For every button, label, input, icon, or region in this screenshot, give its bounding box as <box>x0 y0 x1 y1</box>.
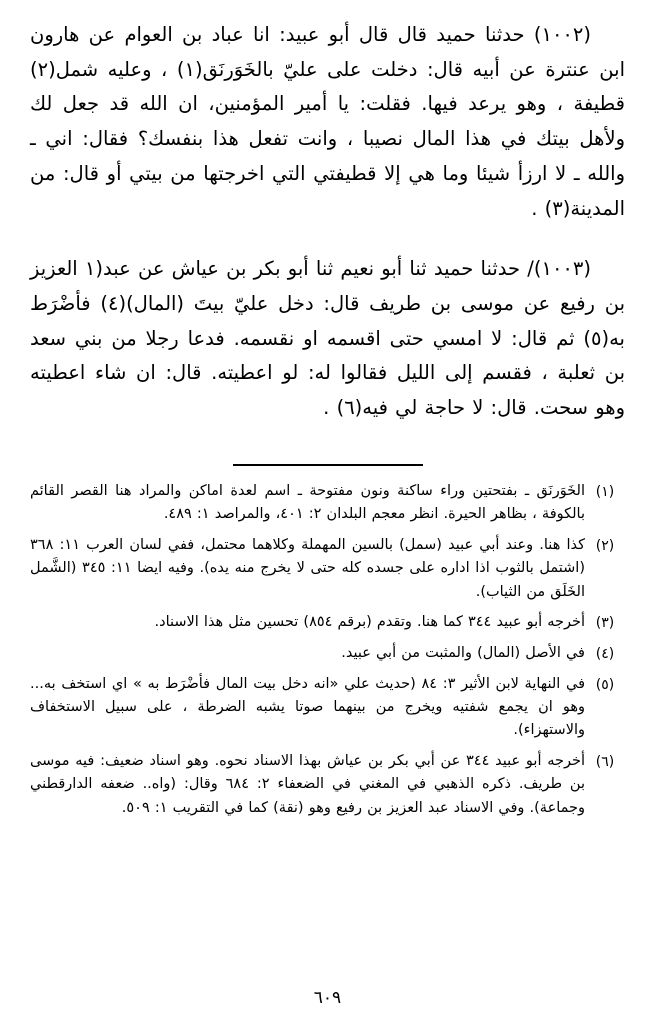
footnote-text: أخرجه أبو عبيد ٣٤٤ كما هنا. وتقدم (برقم ٨٥٤) تحسين مثل هذا الاسناد. <box>154 614 585 631</box>
footnote-marker: (٣) <box>595 615 615 632</box>
hadith-paragraph-1003: (١٠٠٣)/ حدثنا حميد ثنا أبو نعيم ثنا أبو بكر بن عياش عن عبد(١ العزيز بن رفيع عن موسى بن طريف قال: دخل عليّ بيتَ (المال)(٤) فأضْرَط به(٥) ثم قال: لا امسي حتى اقسمه او نقسمه. فدعا رجلا من بني سعد بن ثعلبة ، فقسم إلى الليل فقالوا له: لو اعطيته. قال: ان شاء اعطيته وهو سحت. قال: لا حاجة لي فيه(٦) . <box>30 257 625 420</box>
page-number: ٦٠٩ <box>313 988 342 1008</box>
footnotes-section <box>30 480 625 828</box>
horizontal-rule <box>233 464 423 466</box>
main-text-section <box>30 18 625 446</box>
footnote-text: أخرجه أبو عبيد ٣٤٤ عن أبي بكر بن عياش بهذا الاسناد نحوه. وهو اسناد ضعيف: فيه موسى بن طريف. ذكره الذهبي في المغني في الضعفاء ٢: ٦٨٤ وقال: (واه.. ضعفه الدارقطني وجماعة). وفي الاسناد عبد العزيز بن رفيع وهو (نقة) كما في التقريب ١: ٥٠٩. <box>30 752 585 816</box>
footnote-item <box>30 480 625 527</box>
footnote-item <box>30 673 625 743</box>
footnote-item <box>30 611 625 635</box>
footnote-separator <box>30 464 625 466</box>
hadith-paragraph-1002: (١٠٠٢) حدثنا حميد قال قال أبو عبيد: انا عباد بن العوام عن هارون ابن عنترة عن أبيه قال: دخلت على عليّ بالخَوَرنَق(١) ، وعليه شمل(٢) قطيفة ، وهو يرعد فيها. فقلت: يا أمير المؤمنين، ان الله قد جعل لك ولأهل بيتك في هذا المال نصيبا ، وانت تفعل هذا بنفسك؟ فقال: اني ـ والله ـ لا ارزأ شيئا وما هي إلا قطيفتي التي اخرجتها من بيتي أو قال: من المدينة(٣) . <box>30 23 625 220</box>
footnote-marker: (٦) <box>595 753 615 770</box>
footnote-marker: (١) <box>595 483 615 500</box>
footnote-item <box>30 750 625 820</box>
footnote-marker: (٢) <box>595 537 615 554</box>
footnote-text: كذا هنا. وعند أبي عبيد (سمل) بالسين المهملة وكلاهما محتمل، ففي لسان العرب ١١: ٣٦٨ (اشتمل بالثوب اذا اداره على جسده كله حتى لا يخرج منه يده). وفيه ايضا ١١: ٣٤٥ (الشَّمل الخَلَق من الثياب). <box>30 536 586 600</box>
footnote-text: في الأصل (المال) والمثبت من أبي عبيد. <box>341 644 585 661</box>
footnote-text: الخَوَرنَق ـ بفتحتين وراء ساكنة ونون مفتوحة ـ اسم لعدة اماكن والمراد هنا القصر القائم بالكوفة ، بظاهر الحيرة. انظر معجم البلدان ٢: ٤٠١، والمراصد ١: ٤٨٩. <box>30 482 585 523</box>
footnote-text: في النهاية لابن الأثير ٣: ٨٤ (حديث علي «انه دخل بيت المال فأضْرَط به » اي استخف به... وهو ان يجمع شفتيه ويخرج من بينهما صوتا يشبه الضرطة ، على سبيل الاستخفاف والاستهزاء). <box>30 675 585 739</box>
footnote-marker: (٤) <box>595 645 615 662</box>
footnote-item <box>30 642 625 666</box>
footnote-marker: (٥) <box>595 676 615 693</box>
footnote-item <box>30 534 625 604</box>
